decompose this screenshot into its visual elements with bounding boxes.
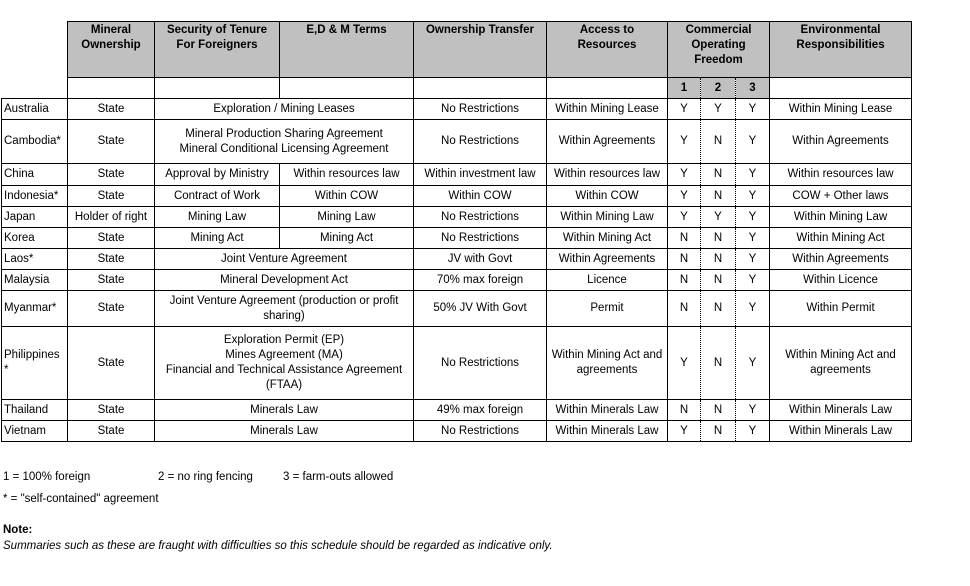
security-cell: Joint Venture Agreement (production or profit sharing) [155,291,414,327]
legend-asterisk: * = "self-contained" agreement [3,493,159,505]
freedom-3-cell: Y [736,120,770,164]
transfer-cell: JV with Govt [414,249,547,270]
country-cell: Australia [2,99,68,120]
table-row [2,228,912,249]
freedom-3-cell: Y [736,249,770,270]
freedom-1-cell: Y [668,99,701,120]
sub-cell-empty [547,78,668,99]
access-cell: Within Mining Law [547,207,668,228]
sub-cell-empty [280,78,414,99]
subheader-2: 2 [701,78,736,99]
country-cell: Thailand [2,400,68,421]
header-ownership-transfer: Ownership Transfer [414,22,547,78]
freedom-3-cell: Y [736,270,770,291]
transfer-cell: Within COW [414,186,547,207]
transfer-cell: No Restrictions [414,421,547,442]
security-cell: Mineral Development Act [155,270,414,291]
security-cell: Contract of Work [155,186,280,207]
freedom-3-cell: Y [736,400,770,421]
freedom-2-cell: N [701,164,736,186]
ownership-cell: State [68,164,155,186]
corner-blank [2,22,68,78]
freedom-1-cell: N [668,228,701,249]
environmental-cell: Within resources law [770,164,912,186]
table-row [2,120,912,164]
table-row [2,270,912,291]
freedom-1-cell: Y [668,120,701,164]
transfer-cell: No Restrictions [414,120,547,164]
edm-cell: Mining Act [280,228,414,249]
header-environmental-responsibilities: Environmental Responsibilities [770,22,912,78]
access-cell: Within Mining Act [547,228,668,249]
access-cell: Permit [547,291,668,327]
sub-cell-empty [155,78,280,99]
access-cell: Within Minerals Law [547,400,668,421]
ownership-cell: State [68,249,155,270]
security-cell: Mineral Production Sharing Agreement Mineral Conditional Licensing Agreement [155,120,414,164]
country-cell: Korea [2,228,68,249]
freedom-1-cell: N [668,249,701,270]
security-cell: Exploration / Mining Leases [155,99,414,120]
table-row [2,400,912,421]
note-title: Note: [3,524,33,536]
environmental-cell: Within Mining Lease [770,99,912,120]
sub-cell-empty [414,78,547,99]
freedom-2-cell: Y [701,99,736,120]
environmental-cell: Within Permit [770,291,912,327]
security-cell: Mining Law [155,207,280,228]
legend-2: 2 = no ring fencing [158,471,253,483]
transfer-cell: No Restrictions [414,228,547,249]
table-row [2,421,912,442]
environmental-cell: Within Mining Act and agreements [770,327,912,400]
legend-1: 1 = 100% foreign [3,471,91,483]
header-edm-terms: E,D & M Terms [280,22,414,78]
freedom-2-cell: N [701,186,736,207]
transfer-cell: 50% JV With Govt [414,291,547,327]
transfer-cell: Within investment law [414,164,547,186]
security-cell: Mining Act [155,228,280,249]
environmental-cell: Within Minerals Law [770,421,912,442]
transfer-cell: 70% max foreign [414,270,547,291]
freedom-2-cell: Y [701,207,736,228]
country-cell: Vietnam [2,421,68,442]
ownership-cell: State [68,99,155,120]
table-row [2,164,912,186]
freedom-2-cell: N [701,291,736,327]
environmental-cell: Within Agreements [770,120,912,164]
security-cell: Minerals Law [155,421,414,442]
ownership-cell: State [68,327,155,400]
sub-cell-empty [68,78,155,99]
table-row [2,207,912,228]
ownership-cell: State [68,228,155,249]
country-cell: Cambodia* [2,120,68,164]
table-row [2,186,912,207]
edm-cell: Within resources law [280,164,414,186]
legend-3: 3 = farm-outs allowed [283,471,394,483]
access-cell: Within Mining Lease [547,99,668,120]
freedom-1-cell: Y [668,186,701,207]
edm-cell: Mining Law [280,207,414,228]
access-cell: Within Agreements [547,249,668,270]
access-cell: Within Agreements [547,120,668,164]
header-commercial-operating-freedom: Commercial Operating Freedom [668,22,770,78]
access-cell: Licence [547,270,668,291]
freedom-1-cell: N [668,291,701,327]
freedom-1-cell: N [668,400,701,421]
freedom-3-cell: Y [736,421,770,442]
ownership-cell: State [68,421,155,442]
country-cell: Indonesia* [2,186,68,207]
freedom-2-cell: N [701,270,736,291]
freedom-2-cell: N [701,421,736,442]
access-cell: Within resources law [547,164,668,186]
access-cell: Within COW [547,186,668,207]
ownership-cell: Holder of right [68,207,155,228]
country-cell: Myanmar* [2,291,68,327]
sub-cell-empty [770,78,912,99]
freedom-2-cell: N [701,120,736,164]
country-cell: Laos* [2,249,68,270]
transfer-cell: No Restrictions [414,207,547,228]
security-cell: Approval by Ministry [155,164,280,186]
freedom-3-cell: Y [736,327,770,400]
note-text: Summaries such as these are fraught with difficulties so this schedule should be regarded as indicative only. [3,540,553,552]
security-cell: Exploration Permit (EP) Mines Agreement (MA) Financial and Technical Assistance Agreement (FTAA) [155,327,414,400]
environmental-cell: Within Minerals Law [770,400,912,421]
freedom-3-cell: Y [736,164,770,186]
table-row [2,99,912,120]
subheader-3: 3 [736,78,770,99]
freedom-2-cell: N [701,249,736,270]
country-cell: China [2,164,68,186]
transfer-cell: No Restrictions [414,327,547,400]
ownership-cell: State [68,400,155,421]
table-row [2,249,912,270]
header-access-to-resources: Access to Resources [547,22,668,78]
edm-cell: Within COW [280,186,414,207]
environmental-cell: Within Mining Law [770,207,912,228]
security-cell: Minerals Law [155,400,414,421]
access-cell: Within Minerals Law [547,421,668,442]
security-cell: Joint Venture Agreement [155,249,414,270]
freedom-1-cell: Y [668,164,701,186]
ownership-cell: State [68,186,155,207]
country-cell: Malaysia [2,270,68,291]
freedom-3-cell: Y [736,291,770,327]
ownership-cell: State [68,120,155,164]
environmental-cell: Within Licence [770,270,912,291]
freedom-2-cell: N [701,400,736,421]
freedom-2-cell: N [701,327,736,400]
table-row [2,327,912,400]
freedom-2-cell: N [701,228,736,249]
freedom-3-cell: Y [736,207,770,228]
subheader-1: 1 [668,78,701,99]
country-cell: Japan [2,207,68,228]
header-security-of-tenure: Security of Tenure For Foreigners [155,22,280,78]
country-cell: Philippines * [2,327,68,400]
freedom-1-cell: Y [668,421,701,442]
access-cell: Within Mining Act and agreements [547,327,668,400]
ownership-cell: State [68,270,155,291]
freedom-1-cell: Y [668,207,701,228]
mineral-policy-table [1,21,912,442]
transfer-cell: No Restrictions [414,99,547,120]
transfer-cell: 49% max foreign [414,400,547,421]
table-row [2,291,912,327]
environmental-cell: COW + Other laws [770,186,912,207]
freedom-3-cell: Y [736,99,770,120]
freedom-3-cell: Y [736,186,770,207]
ownership-cell: State [68,291,155,327]
freedom-1-cell: Y [668,327,701,400]
environmental-cell: Within Mining Act [770,228,912,249]
header-mineral-ownership: Mineral Ownership [68,22,155,78]
sub-blank [2,78,68,99]
freedom-1-cell: N [668,270,701,291]
environmental-cell: Within Agreements [770,249,912,270]
freedom-3-cell: Y [736,228,770,249]
